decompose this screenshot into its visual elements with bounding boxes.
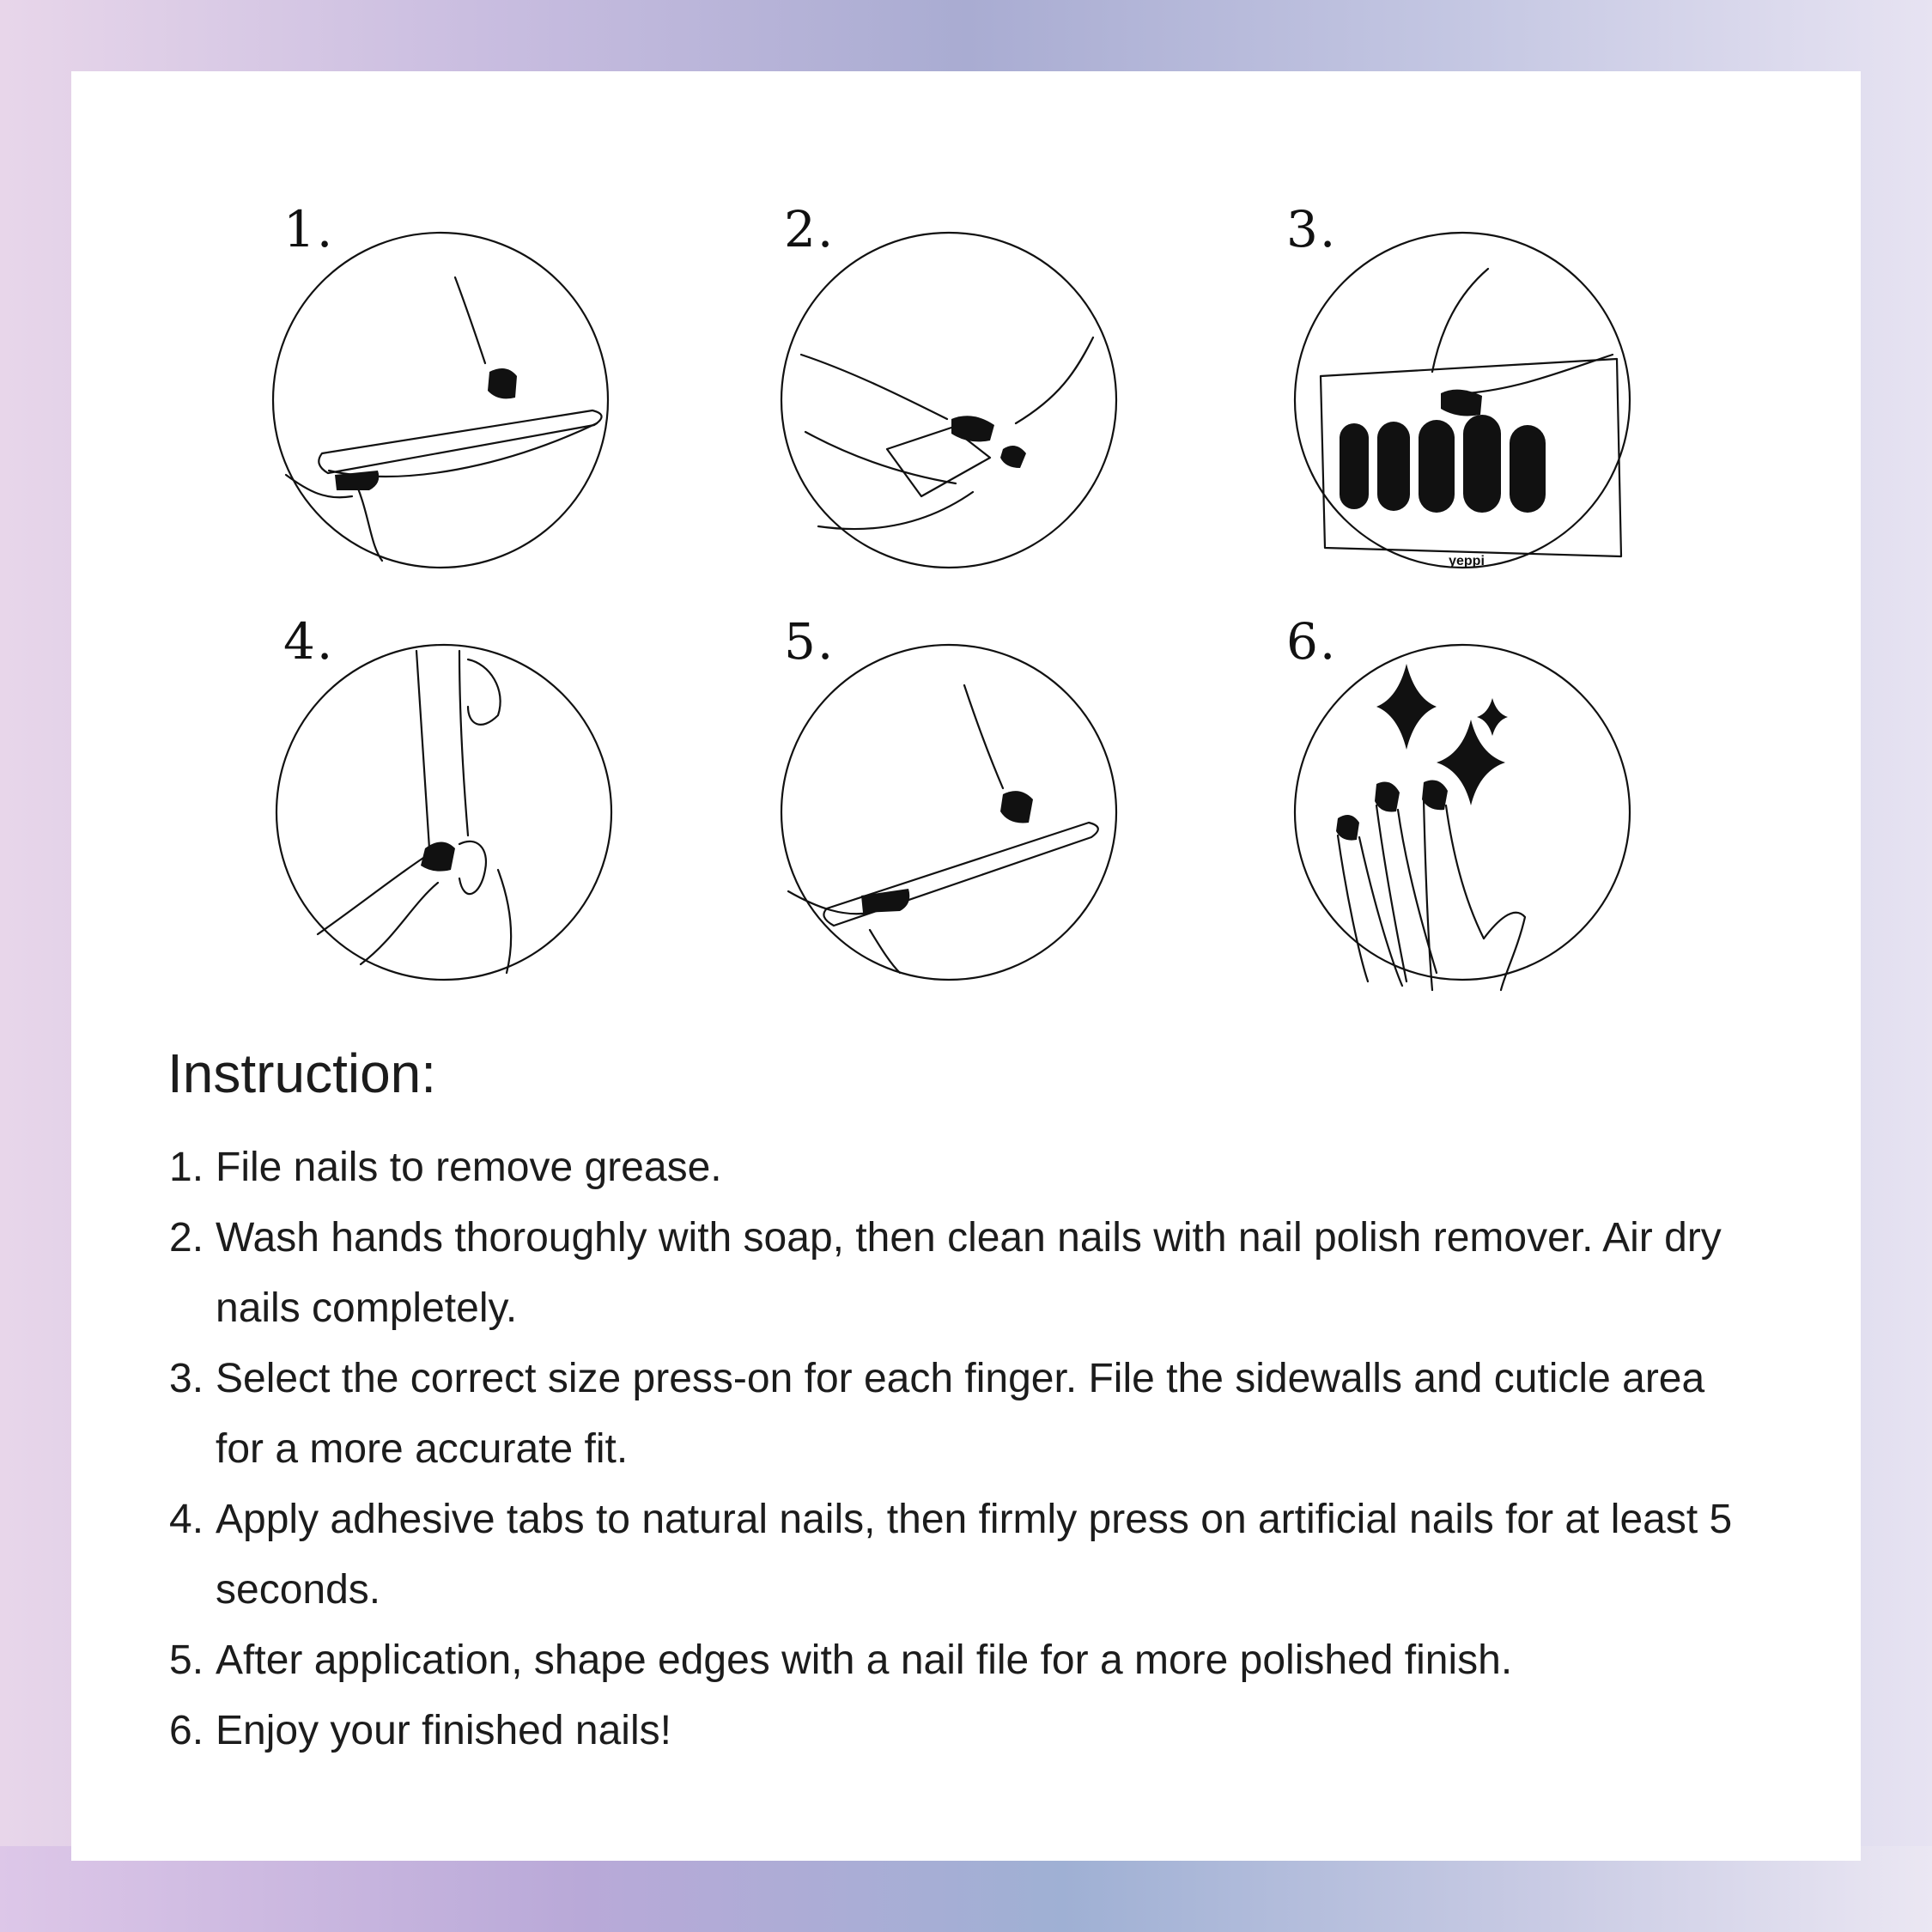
instruction-item bbox=[169, 1203, 1801, 1344]
select-press-on-icon bbox=[1286, 200, 1664, 568]
instruction-text: Wash hands thoroughly with soap, then clean nails with nail polish remover. Air dry nails completely. bbox=[216, 1215, 1722, 1331]
instruction-number: 5. bbox=[169, 1637, 204, 1683]
instruction-heading: Instruction: bbox=[167, 1042, 437, 1104]
instruction-item bbox=[169, 1696, 1801, 1766]
instruction-number: 2. bbox=[169, 1215, 204, 1261]
step-2 bbox=[784, 200, 1162, 561]
instruction-number: 6. bbox=[169, 1708, 204, 1753]
step-number: 3. bbox=[1286, 200, 1338, 258]
step-1 bbox=[283, 200, 661, 561]
instruction-item bbox=[169, 1344, 1801, 1485]
step-3 bbox=[1286, 200, 1664, 568]
instruction-text: Select the correct size press-on for each finger. File the sidewalls and cuticle area for a more accurate fit. bbox=[216, 1356, 1705, 1472]
filing-nail-icon bbox=[283, 200, 661, 561]
step-4 bbox=[283, 612, 661, 973]
cleaning-nail-icon bbox=[784, 200, 1162, 561]
step-number: 6. bbox=[1286, 612, 1338, 671]
instruction-list bbox=[169, 1133, 1801, 1766]
apply-adhesive-tab-icon bbox=[283, 612, 661, 973]
instruction-text: File nails to remove grease. bbox=[216, 1145, 722, 1190]
instruction-number: 1. bbox=[169, 1145, 204, 1190]
instruction-number: 3. bbox=[169, 1356, 204, 1401]
step-6 bbox=[1286, 612, 1664, 973]
step-number: 4. bbox=[283, 612, 335, 671]
step-number: 1. bbox=[283, 200, 335, 258]
instruction-item bbox=[169, 1625, 1801, 1696]
step-number: 2. bbox=[784, 200, 835, 258]
instruction-text: Apply adhesive tabs to natural nails, then firmly press on artificial nails for at least 5 seconds. bbox=[216, 1497, 1733, 1613]
instruction-card bbox=[71, 71, 1861, 1861]
instruction-item bbox=[169, 1485, 1801, 1625]
instruction-text: Enjoy your finished nails! bbox=[216, 1708, 671, 1753]
step-number: 5. bbox=[784, 612, 835, 671]
instruction-item bbox=[169, 1133, 1801, 1203]
instruction-text: After application, shape edges with a nail file for a more polished finish. bbox=[216, 1637, 1513, 1683]
step-5 bbox=[784, 612, 1162, 973]
finished-nails-sparkle-icon bbox=[1286, 612, 1664, 973]
shape-edges-icon bbox=[784, 612, 1162, 973]
instruction-number: 4. bbox=[169, 1497, 204, 1542]
brand-logo: yeppi bbox=[1449, 554, 1485, 568]
